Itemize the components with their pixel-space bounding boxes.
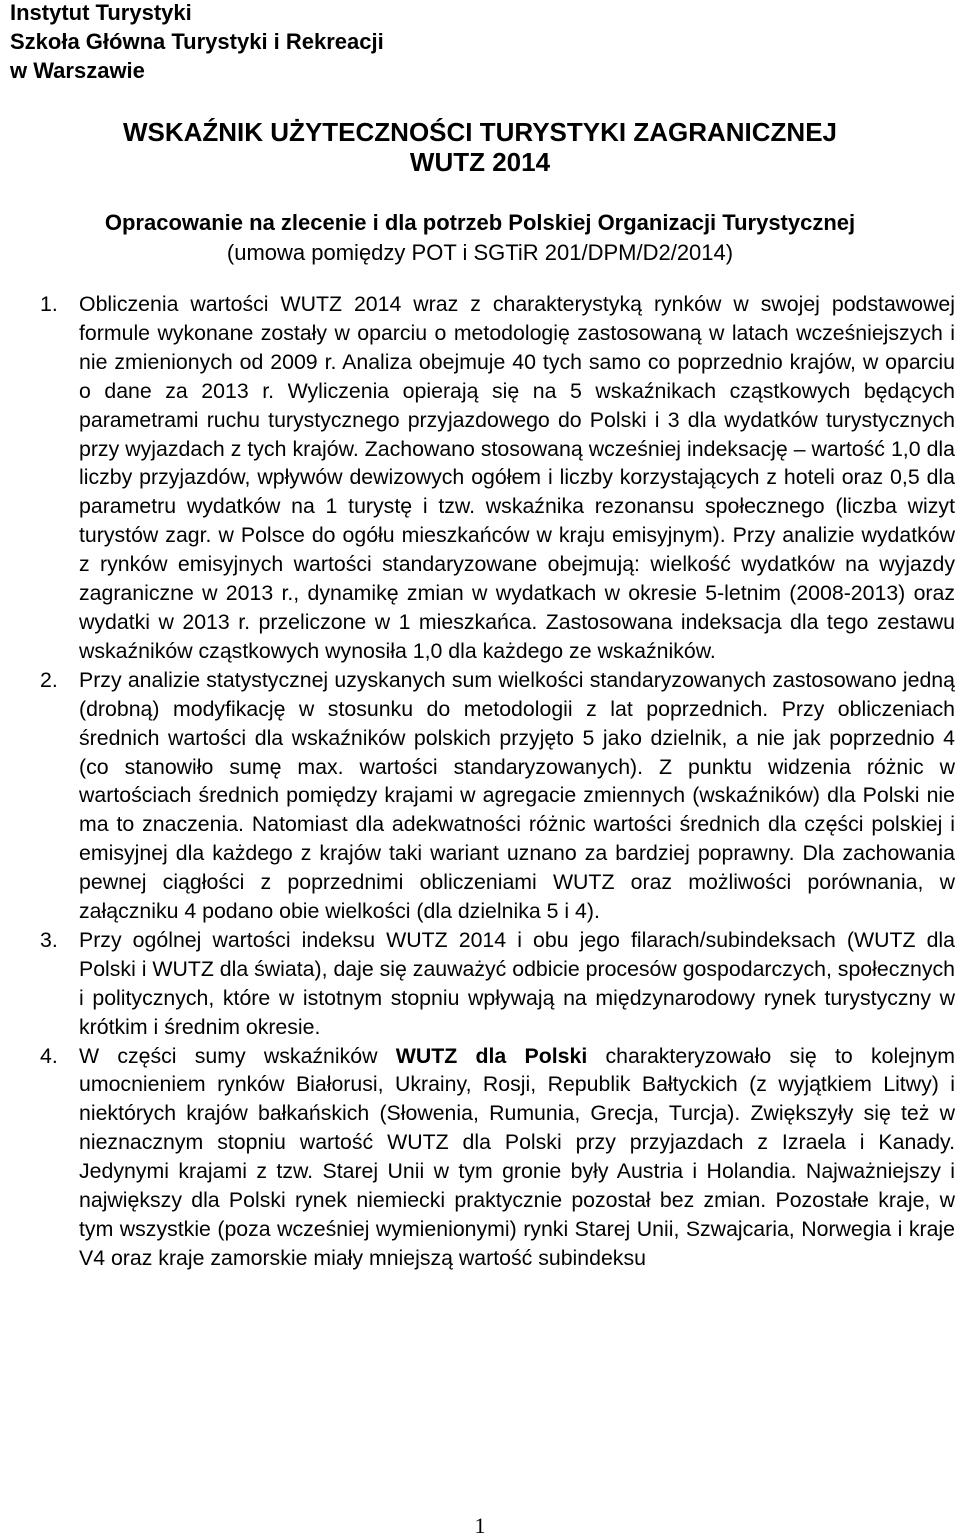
- institution-line: Instytut Turystyki: [10, 0, 192, 25]
- item-text: Obliczenia wartości WUTZ 2014 wraz z charakterystyką rynków w swojej podstawowej formule wykonane zostały w oparciu o metodologię zastosowaną w latach wcześniejszych i nie zmienionych od 2009 r. Analiza obejmuje 40 tych samo co poprzednio krajów, w oparciu o dane za 2013 r. Wyliczenia opierają się na 5 wskaźnikach cząstkowych będących parametrami ruchu turystycznego przyjazdowego do Polski i 3 dla wydatków turystycznych przy wyjazdach z tych krajów. Zachowano stosowaną wcześniej indeksację – wartość 1,0 dla liczby przyjazdów, wpływów dewizowych ogółem i liczby korzystających z hoteli oraz 0,5 dla parametru wydatków na 1 turystę i tzw. wskaźnika rezonansu społecznego (liczba wizyt turystów zagr. w Polsce do ogółu mieszkańców w kraju emisyjnym). Przy analizie wydatków z rynków emisyjnych wartości standaryzowane obejmują: wielkość wydatków na wyjazdy zagraniczne w 2013 r., dynamikę zmian w wydatkach w okresie 5-letnim (2008-2013) oraz wydatki w 2013 r. przeliczone w 1 mieszkańca. Zastosowana indeksacja dla tego zestawu wskaźników cząstkowych wynosiła 1,0 dla każdego ze wskaźników.: [79, 292, 955, 663]
- list-item: [40, 926, 955, 1042]
- item-number: 2.: [40, 667, 58, 692]
- document-title: WSKAŹNIK UŻYTECZNOŚCI TURYSTYKI ZAGRANICZNEJ: [122, 117, 838, 147]
- document-subtitle: Opracowanie na zlecenie i dla potrzeb Polskiej Organizacji Turystycznej: [104, 210, 856, 235]
- list-item: [40, 290, 955, 666]
- institution-line: w Warszawie: [10, 58, 145, 83]
- institution-header: [10, 0, 384, 85]
- item-text-emphasis: WUTZ dla Polski: [395, 1043, 588, 1068]
- contract-reference: (umowa pomiędzy POT i SGTiR 201/DPM/D2/2014): [226, 240, 734, 265]
- item-number: 1.: [40, 292, 58, 316]
- list-item: [40, 1042, 955, 1273]
- item-number: 3.: [40, 927, 58, 952]
- page-number: 1: [474, 1513, 486, 1538]
- item-number: 4.: [40, 1043, 58, 1068]
- findings-list: [40, 290, 955, 1273]
- list-item: [40, 666, 955, 926]
- item-text-part: W części sumy wskaźników: [79, 1043, 396, 1068]
- institution-line: Szkoła Główna Turystyki i Rekreacji: [10, 29, 384, 54]
- item-text: Przy analizie statystycznej uzyskanych sum wielkości standaryzowanych zastosowano jedną (drobną) modyfikację w stosunku do metodologii z lat poprzednich. Przy obliczeniach średnich wartości dla wskaźników polskich przyjęto 5 jako dzielnik, a nie jak poprzednio 4 (co stanowiło sumę max. wartości standaryzowanych). Z punktu widzenia różnic w wartościach średnich pomiędzy krajami w agregacie zmiennych (wskaźników) dla Polski nie ma to znaczenia. Natomiast dla adekwatności różnic wartości średnich dla części polskiej i emisyjnej dla każdego z krajów taki wariant uznano za bardziej poprawny. Dla zachowania pewnej ciągłości z poprzednimi obliczeniami WUTZ oraz możliwości porównania, w załączniku 4 podano obie wielkości (dla dzielnika 5 i 4).: [79, 667, 955, 924]
- document-title-code: WUTZ 2014: [409, 147, 551, 177]
- item-text-part: charakteryzowało się to kolejnym umocnieniem rynków Białorusi, Ukrainy, Rosji, Republik Bałtyckich (z wyjątkiem Litwy) i niektórych krajów bałkańskich (Słowenia, Rumunia, Grecja, Turcja). Zwiększyły się też w nieznacznym stopniu wartość WUTZ dla Polski przy przyjazdach z Izraela i Kanady. Jedynymi krajami z tzw. Starej Unii w tym gronie były Austria i Holandia. Najważniejszy i największy dla Polski rynek niemiecki praktycznie pozostał bez zmian. Pozostałe kraje, w tym wszystkie (poza wcześniej wymienionymi) rynki Starej Unii, Szwajcaria, Norwegia i kraje V4 oraz kraje zamorskie miały mniejszą wartość subindeksu: [79, 1043, 955, 1270]
- item-text: Przy ogólnej wartości indeksu WUTZ 2014 i obu jego filarach/subindeksach (WUTZ dla Polski i WUTZ dla świata), daje się zauważyć odbicie procesów gospodarczych, społecznych i politycznych, które w istotnym stopniu wpływają na międzynarodowy rynek turystyczny w krótkim i średnim okresie.: [79, 927, 955, 1039]
